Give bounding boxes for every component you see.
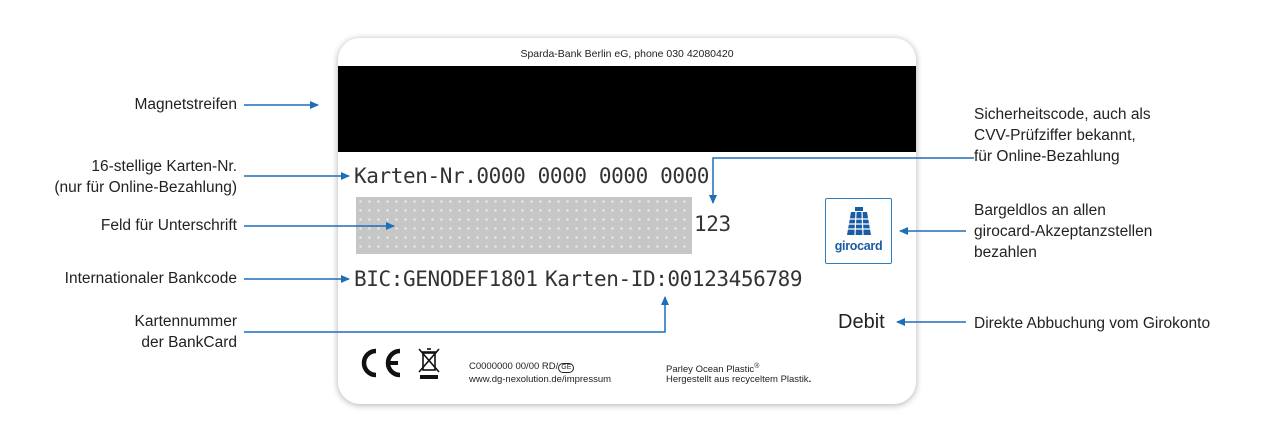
label-card-number: 16-stellige Karten-Nr. (nur für Online-Bezahlung) xyxy=(54,158,237,196)
label-cvv: Sicherheitscode, auch als CVV-Prüfziffer bekannt, für Online-Bezahlung xyxy=(974,106,1151,165)
plastic-line-1: Parley Ocean Plastic® xyxy=(666,363,760,376)
label-signature-field: Feld für Unterschrift xyxy=(100,217,237,234)
debit-label: Debit xyxy=(838,311,885,333)
card-id: Karten-ID:00123456789 xyxy=(545,267,803,291)
ge-mark: GE xyxy=(558,363,574,373)
legal-line-2: www.dg-nexolution.de/impressum xyxy=(469,374,612,385)
arrow-cvv xyxy=(713,158,974,203)
label-debit: Direkte Abbuchung vom Girokonto xyxy=(974,315,1211,332)
bic-code: BIC:GENODEF1801 xyxy=(354,267,538,291)
card-number: Karten-Nr.0000 0000 0000 0000 xyxy=(354,164,710,188)
arrow-card-id xyxy=(244,297,665,332)
cvv-code: 123 xyxy=(694,212,731,236)
label-magnetic-stripe: Magnetstreifen xyxy=(134,96,237,113)
bank-info-line: Sparda-Bank Berlin eG, phone 030 42080420 xyxy=(520,48,734,60)
legal-line-1: C0000000 00/00 RD/ GE xyxy=(469,360,574,373)
label-bank-code: Internationaler Bankcode xyxy=(64,270,237,287)
label-girocard: Bargeldlos an allen girocard-Akzeptanzstellen bezahlen xyxy=(974,202,1153,261)
label-card-id: Kartennummer der BankCard xyxy=(134,313,237,351)
girocard-text: girocard xyxy=(834,239,883,253)
plastic-line-2: Hergestellt aus recyceltem Plastik. xyxy=(666,374,812,385)
